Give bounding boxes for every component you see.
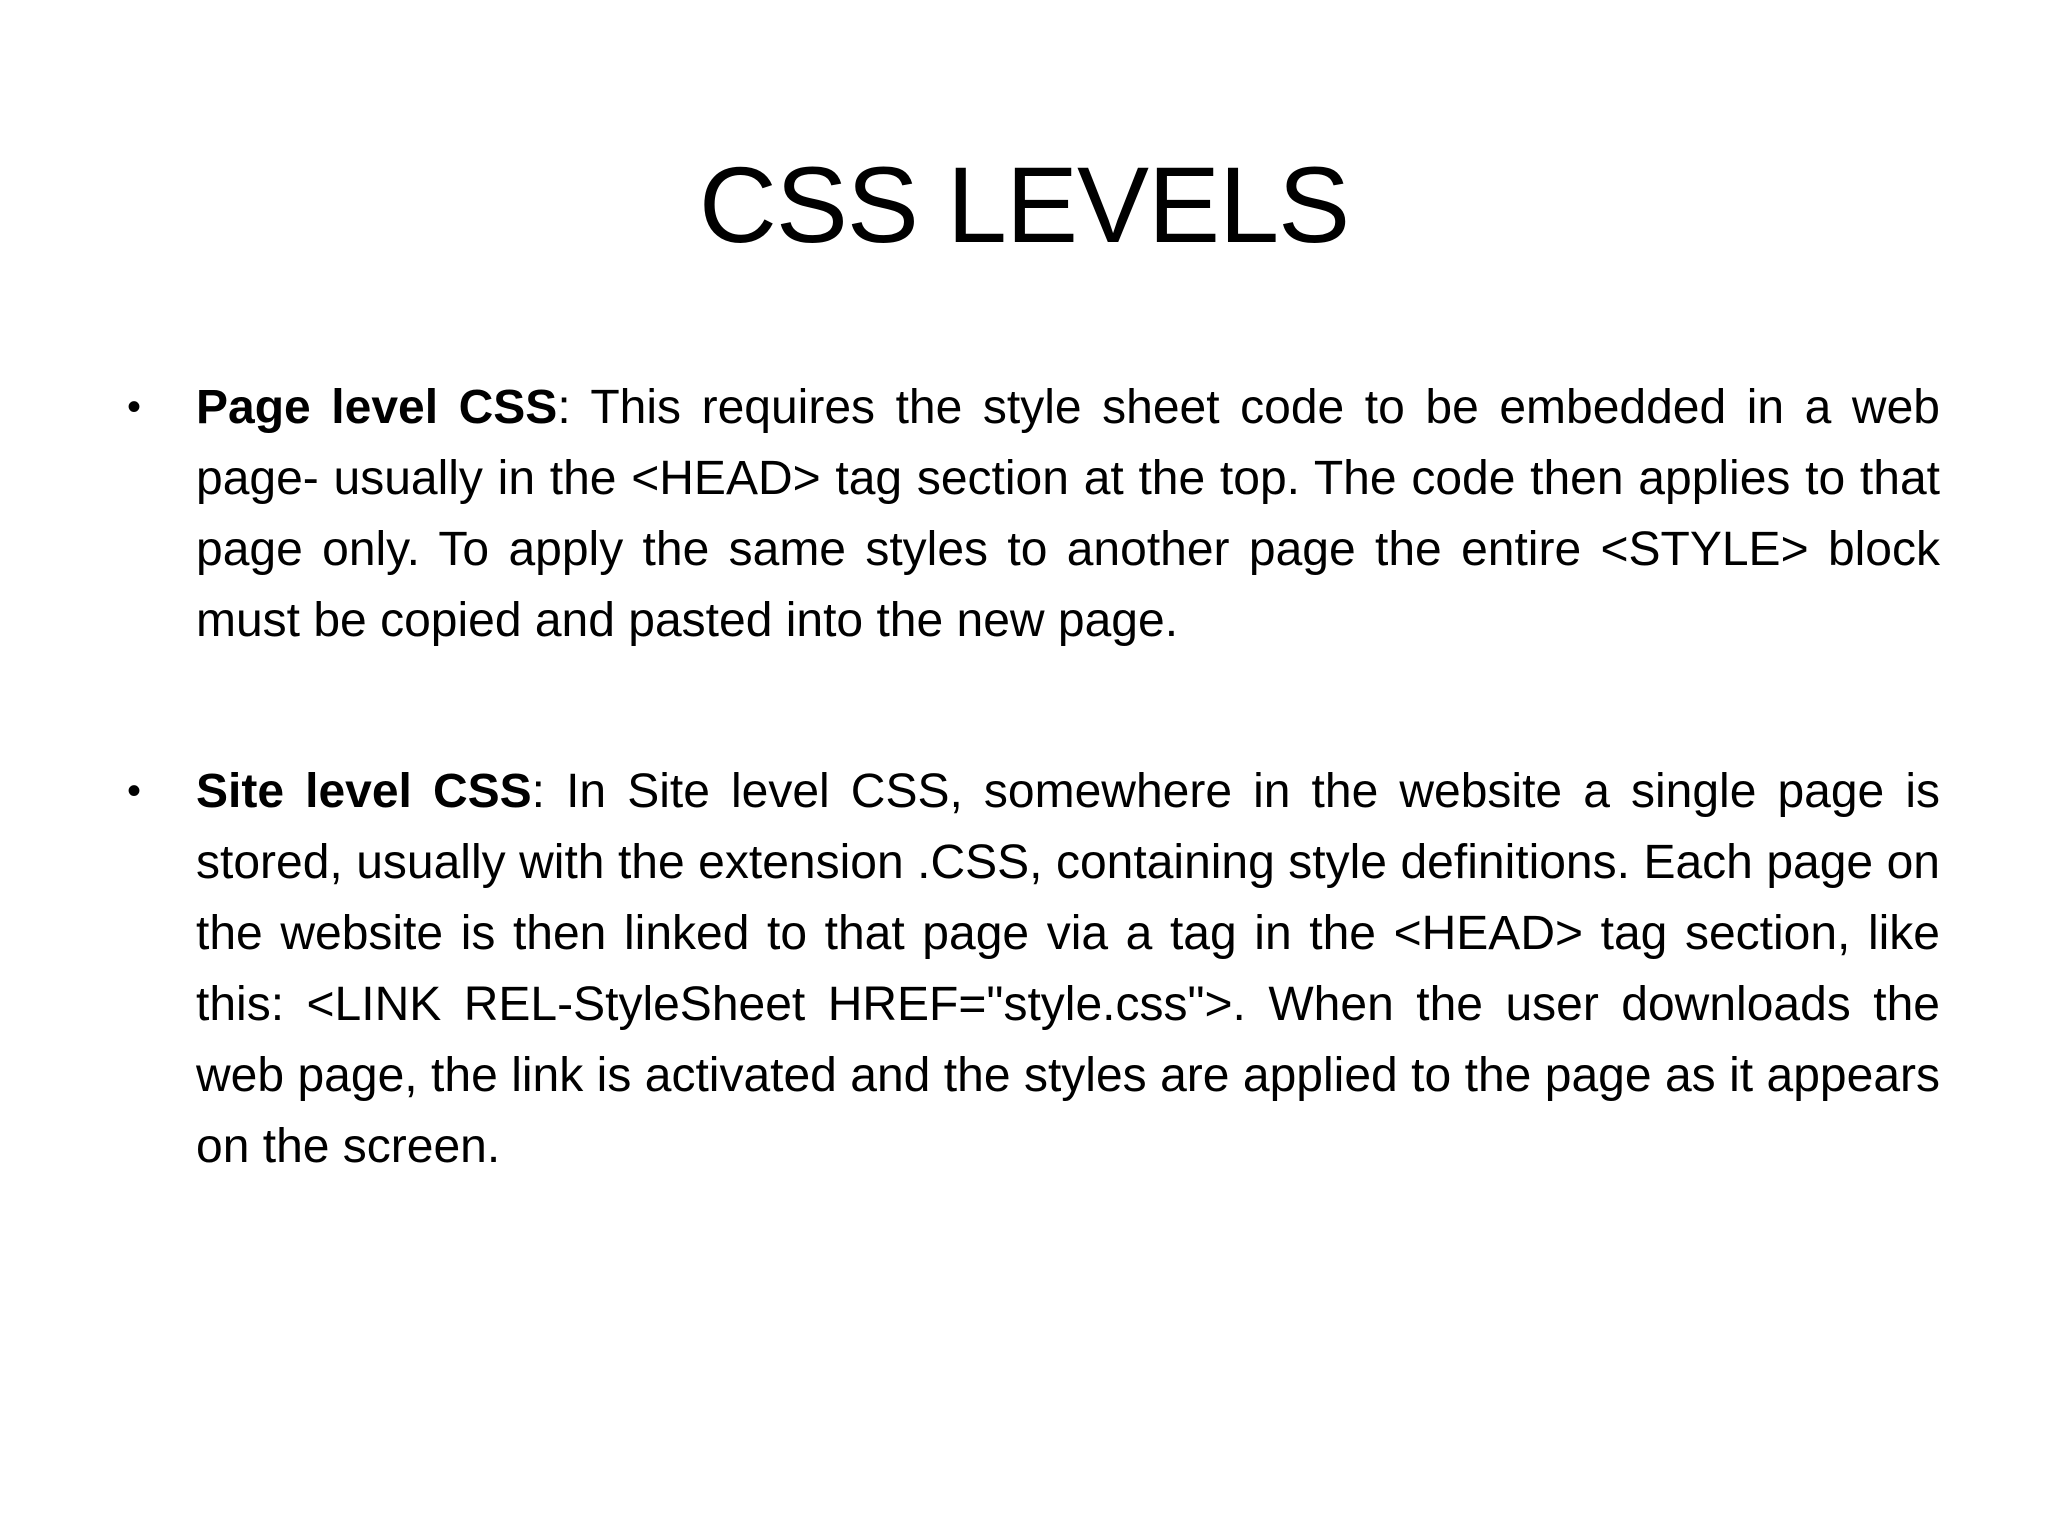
bullet-page-level-css xyxy=(120,372,1940,656)
slide-title: CSS LEVELS xyxy=(698,144,1350,265)
bullet-text: This requires the style sheet code to be embedded in a web page- usually in the <HEAD> tag section at the top. The code then applies to that page only. To apply the same styles to another page the entire <STYLE> block must be copied and pasted into the new page. xyxy=(196,381,1940,647)
bullet-text: In Site level CSS, somewhere in the website a single page is stored, usually with the extension .CSS, containing style definitions. Each page on the website is then linked to that page via a tag in the <HEAD> tag section, like this: <LINK REL-StyleSheet HREF="style.css">. When the user downloads the web page, the link is activated and the styles are applied to the page as it appears on the screen. xyxy=(196,765,1940,1173)
bullet-point-icon: • xyxy=(127,769,142,813)
bullet-term: Site level CSS xyxy=(196,765,532,818)
bullet-separator: : xyxy=(531,765,545,818)
bullet-point-icon: • xyxy=(127,385,142,429)
slide-body xyxy=(120,372,1940,1182)
bullet-term: Page level CSS xyxy=(196,381,558,434)
bullet-separator: : xyxy=(557,381,571,434)
bullet-site-level-css xyxy=(120,756,1940,1182)
